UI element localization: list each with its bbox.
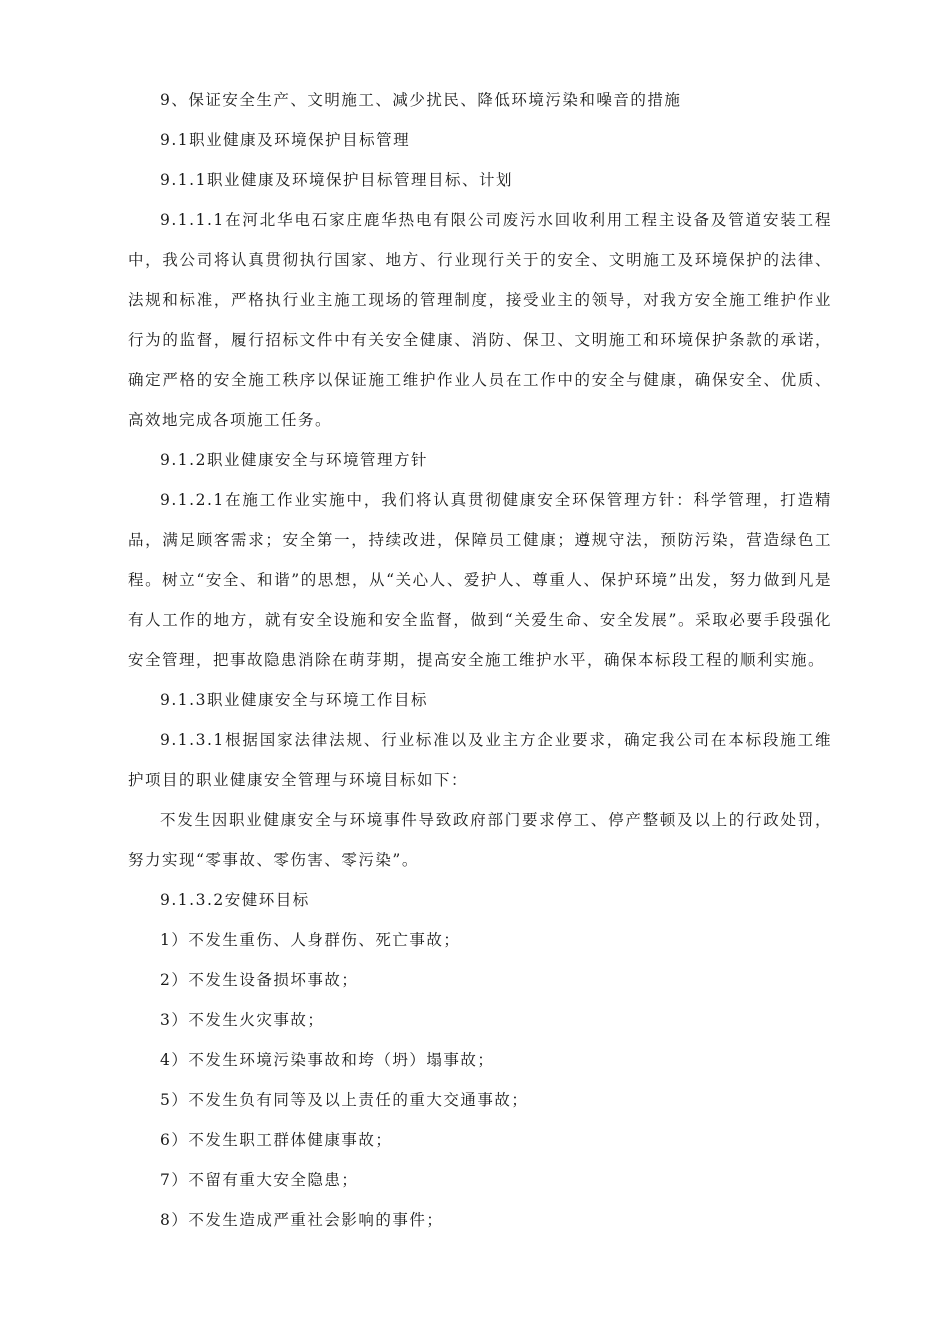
list-item: 3）不发生火灾事故； [160, 1011, 325, 1029]
subsection-heading: 9.1.2职业健康安全与环境管理方针 [160, 451, 428, 469]
list-item: 2）不发生设备损坏事故； [160, 971, 359, 989]
section-heading: 9、保证安全生产、文明施工、减少扰民、降低环境污染和噪音的措施 [160, 91, 682, 109]
subsection-heading: 9.1.3职业健康安全与环境工作目标 [160, 691, 428, 709]
document-page [128, 80, 832, 1240]
list-item: 1）不发生重伤、人身群伤、死亡事故； [160, 931, 461, 949]
list-item: 7）不留有重大安全隐患； [160, 1171, 359, 1189]
body-paragraph: 9.1.2.1在施工作业实施中，我们将认真贯彻健康安全环保管理方针：科学管理，打造精品，满足顾客需求；安全第一，持续改进，保障员工健康；遵规守法，预防污染，营造绿色工程。树立“安全、和谐”的思想，从“关心人、爱护人、尊重人、保护环境”出发，努力做到凡是有人工作的地方，就有安全设施和安全监督，做到“关爱生命、安全发展”。采取必要手段强化安全管理，把事故隐患消除在萌芽期，提高安全施工维护水平，确保本标段工程的顺利实施。 [128, 491, 832, 669]
list-item: 4）不发生环境污染事故和垮（坍）塌事故； [160, 1051, 495, 1069]
subsection-heading: 9.1职业健康及环境保护目标管理 [160, 131, 411, 149]
body-paragraph: 9.1.1.1在河北华电石家庄鹿华热电有限公司废污水回收利用工程主设备及管道安装工程中，我公司将认真贯彻执行国家、地方、行业现行关于的安全、文明施工及环境保护的法律、法规和标准，严格执行业主施工现场的管理制度，接受业主的领导，对我方安全施工维护作业行为的监督，履行招标文件中有关安全健康、消防、保卫、文明施工和环境保护条款的承诺，确定严格的安全施工秩序以保证施工维护作业人员在工作中的安全与健康，确保安全、优质、高效地完成各项施工任务。 [128, 211, 832, 429]
list-item: 8）不发生造成严重社会影响的事件； [160, 1211, 444, 1229]
body-paragraph: 不发生因职业健康安全与环境事件导致政府部门要求停工、停产整顿及以上的行政处罚，努力实现“零事故、零伤害、零污染”。 [128, 811, 832, 869]
subsection-heading: 9.1.3.2安健环目标 [160, 891, 310, 909]
subsection-heading: 9.1.1职业健康及环境保护目标管理目标、计划 [160, 171, 513, 189]
body-paragraph: 9.1.3.1根据国家法律法规、行业标准以及业主方企业要求，确定我公司在本标段施工维护项目的职业健康安全管理与环境目标如下： [128, 731, 832, 789]
list-item: 5）不发生负有同等及以上责任的重大交通事故； [160, 1091, 529, 1109]
list-item: 6）不发生职工群体健康事故； [160, 1131, 393, 1149]
